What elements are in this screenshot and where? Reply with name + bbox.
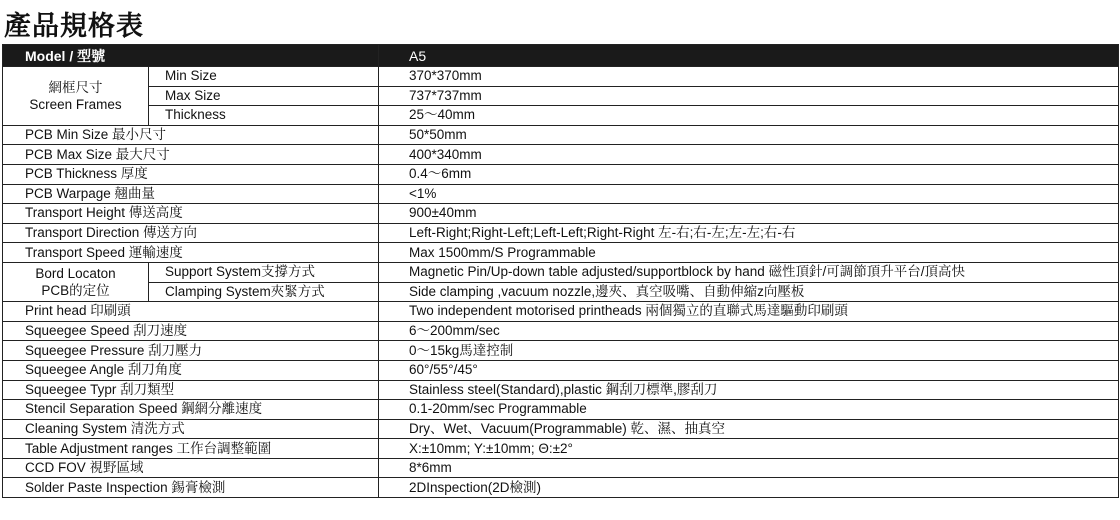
row-value: Left-Right;Right-Left;Left-Left;Right-Right 左-右;右-左;左-左;右-右	[379, 223, 1119, 243]
row-value: 25～40mm	[379, 106, 1119, 126]
row-label: Transport Speed 運輸速度	[3, 243, 379, 263]
row-label: Thickness	[149, 106, 379, 126]
table-row	[3, 204, 1119, 224]
table-row	[3, 223, 1119, 243]
table-row	[3, 439, 1119, 459]
row-value: Max 1500mm/S Programmable	[379, 243, 1119, 263]
row-value: 370*370mm	[379, 67, 1119, 87]
row-value: 0.4～6mm	[379, 164, 1119, 184]
row-value: X:±10mm; Y:±10mm; Θ:±2°	[379, 439, 1119, 459]
header-label: Model / 型號	[3, 45, 379, 67]
row-label: Stencil Separation Speed 鋼網分離速度	[3, 400, 379, 420]
table-row	[3, 243, 1119, 263]
row-value: 8*6mm	[379, 458, 1119, 478]
row-label: PCB Warpage 翹曲量	[3, 184, 379, 204]
screen-frames-label-en: Screen Frames	[29, 96, 122, 112]
row-label: PCB Min Size 最小尺寸	[3, 125, 379, 145]
table-row	[3, 321, 1119, 341]
row-label: Clamping System夾緊方式	[149, 282, 379, 302]
row-label: CCD FOV 視野區域	[3, 458, 379, 478]
row-label: Solder Paste Inspection 錫膏檢測	[3, 478, 379, 498]
row-value: 0.1-20mm/sec Programmable	[379, 400, 1119, 420]
row-value: <1%	[379, 184, 1119, 204]
row-value: Dry、Wet、Vacuum(Programmable) 乾、濕、抽真空	[379, 419, 1119, 439]
row-label: Squeegee Angle 刮刀角度	[3, 360, 379, 380]
row-value: 900±40mm	[379, 204, 1119, 224]
row-label: Transport Height 傳送高度	[3, 204, 379, 224]
table-row	[3, 282, 1119, 302]
row-value: 60°/55°/45°	[379, 360, 1119, 380]
row-value: 400*340mm	[379, 145, 1119, 165]
bord-locaton-label	[3, 262, 149, 301]
row-label: Cleaning System 清洗方式	[3, 419, 379, 439]
table-row	[3, 67, 1119, 87]
table-row	[3, 184, 1119, 204]
row-label: Squeegee Pressure 刮刀壓力	[3, 341, 379, 361]
row-label: Min Size	[149, 67, 379, 87]
row-value: 6～200mm/sec	[379, 321, 1119, 341]
row-value: Stainless steel(Standard),plastic 鋼刮刀標準,膠刮刀	[379, 380, 1119, 400]
row-label: PCB Thickness 厚度	[3, 164, 379, 184]
row-label: Support System支撐方式	[149, 262, 379, 282]
table-row	[3, 400, 1119, 420]
table-row	[3, 341, 1119, 361]
bord-locaton-label-en: Bord Locaton	[35, 266, 116, 282]
row-label: PCB Max Size 最大尺寸	[3, 145, 379, 165]
row-label: Table Adjustment ranges 工作台調整範圍	[3, 439, 379, 459]
table-row	[3, 262, 1119, 282]
row-label: Squeegee Typr 刮刀類型	[3, 380, 379, 400]
row-value: Two independent motorised printheads 兩個獨立的直聯式馬達驅動印刷頭	[379, 302, 1119, 322]
table-row	[3, 106, 1119, 126]
row-value: 737*737mm	[379, 86, 1119, 106]
row-value: 2DInspection(2D檢測)	[379, 478, 1119, 498]
table-row	[3, 380, 1119, 400]
row-value: 50*50mm	[379, 125, 1119, 145]
table-row	[3, 125, 1119, 145]
header-model-value: A5	[379, 45, 1119, 67]
table-row	[3, 164, 1119, 184]
screen-frames-label-zh: 網框尺寸	[48, 79, 103, 95]
table-row	[3, 302, 1119, 322]
row-value: 0～15kg馬達控制	[379, 341, 1119, 361]
row-label: Max Size	[149, 86, 379, 106]
screen-frames-label	[3, 67, 149, 126]
spec-table	[2, 44, 1119, 498]
table-row	[3, 458, 1119, 478]
table-header-row	[3, 45, 1119, 67]
table-row	[3, 145, 1119, 165]
row-label: Transport Direction 傳送方向	[3, 223, 379, 243]
table-row	[3, 419, 1119, 439]
row-label: Squeegee Speed 刮刀速度	[3, 321, 379, 341]
table-row	[3, 478, 1119, 498]
row-label: Print head 印刷頭	[3, 302, 379, 322]
bord-locaton-label-zh: PCB的定位	[41, 283, 110, 299]
row-value: Side clamping ,vacuum nozzle,邊夾、真空吸嘴、自動伸縮z向壓板	[379, 282, 1119, 302]
row-value: Magnetic Pin/Up-down table adjusted/supportblock by hand 磁性頂針/可調節頂升平台/頂高快	[379, 262, 1119, 282]
table-row	[3, 86, 1119, 106]
table-row	[3, 360, 1119, 380]
page-title: 產品規格表	[4, 11, 144, 42]
